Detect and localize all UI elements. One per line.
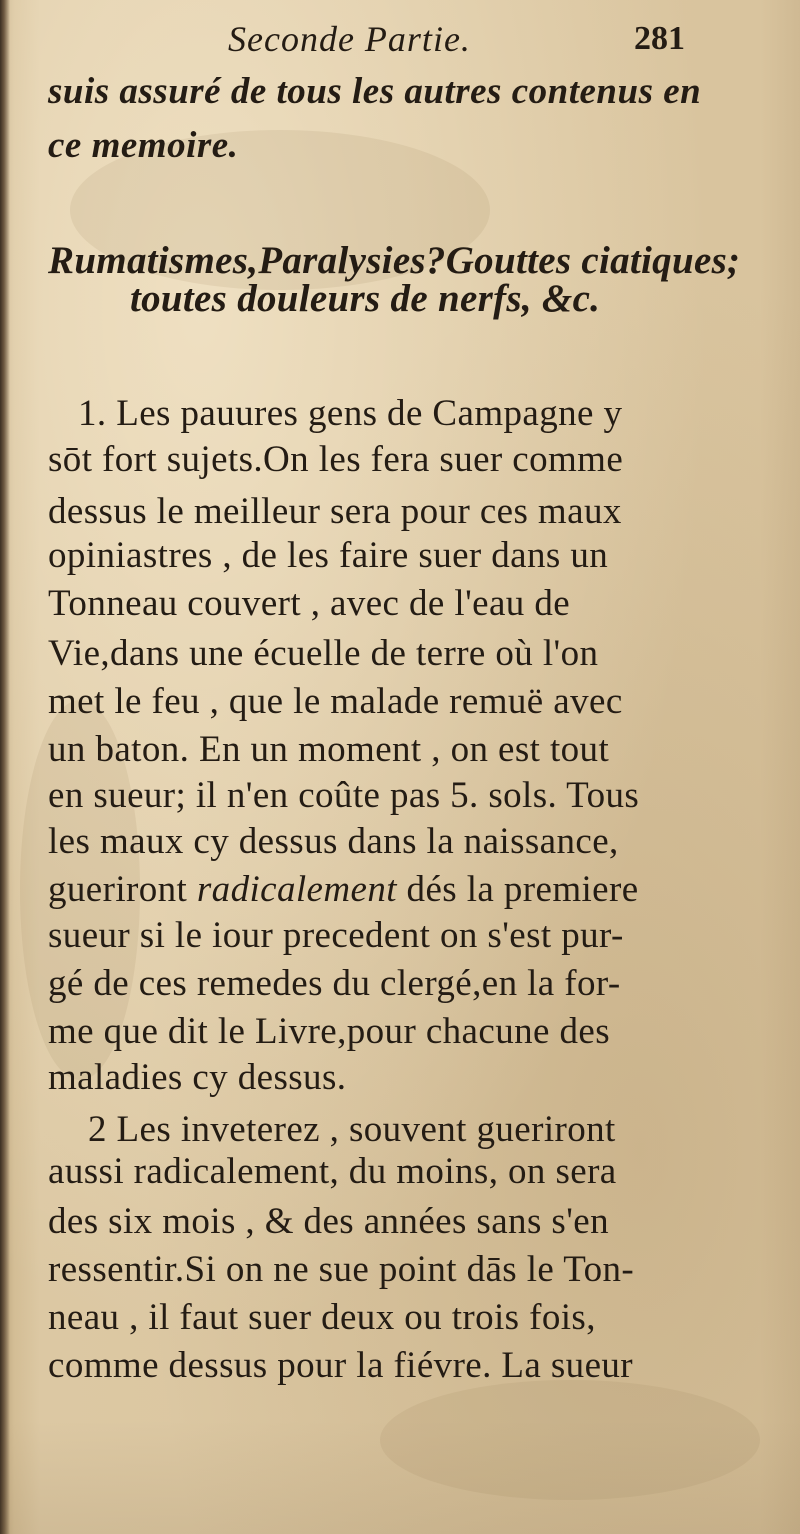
paragraph-line: aussi radicalement, du moins, on sera	[48, 1151, 617, 1192]
paragraph-line: Vie,dans une écuelle de terre où l'on	[48, 633, 599, 674]
paragraph-line: neau , il faut suer deux ou trois fois,	[48, 1297, 596, 1338]
running-title: Seconde Partie.	[228, 19, 471, 59]
continuation-line: suis assuré de tous les autres contenus en	[48, 71, 702, 112]
emphasis-word: radicalement	[196, 869, 397, 910]
paragraph-line: gé de ces remedes du clergé,en la for-	[48, 963, 621, 1004]
section-heading: Rumatismes,Paralysies?Gouttes ciatiques;	[48, 239, 741, 282]
continuation-line: ce memoire.	[48, 125, 239, 166]
line-text: dés la premiere	[396, 869, 639, 910]
paragraph-line: sueur si le iour precedent on s'est pur-	[48, 915, 624, 956]
paragraph-line: des six mois , & des années sans s'en	[48, 1201, 609, 1242]
paragraph-line: comme dessus pour la fiévre. La sueur	[48, 1345, 634, 1386]
paragraph-line: sōt fort sujets.On les fera suer comme	[48, 439, 624, 480]
paragraph-line: me que dit le Livre,pour chacune des	[48, 1011, 610, 1052]
paragraph-line: en sueur; il n'en coûte pas 5. sols. Tous	[48, 775, 640, 816]
paragraph-line: ressentir.Si on ne sue point dās le Ton-	[48, 1249, 635, 1290]
page-number: 281	[634, 20, 685, 57]
line-text: gueriront	[48, 869, 197, 910]
paragraph-line: maladies cy dessus.	[48, 1057, 347, 1098]
paragraph-line: les maux cy dessus dans la naissance,	[48, 821, 619, 862]
page-header	[0, 18, 800, 66]
paragraph-line: dessus le meilleur sera pour ces maux	[48, 491, 622, 532]
paragraph-line: opiniastres , de les faire suer dans un	[48, 535, 609, 576]
book-gutter	[0, 0, 10, 1534]
page-bottom-margin	[0, 1420, 800, 1534]
paragraph-line	[48, 868, 639, 911]
section-heading: toutes douleurs de nerfs, &c.	[130, 277, 601, 320]
paragraph-line: met le feu , que le malade remuë avec	[48, 681, 623, 722]
paragraph-line: Tonneau couvert , avec de l'eau de	[48, 583, 571, 624]
paragraph-line: un baton. En un moment , on est tout	[48, 729, 610, 770]
paragraph-line: 2 Les inveterez , souvent gueriront	[88, 1109, 616, 1150]
paragraph-line: 1. Les pauures gens de Campagne y	[78, 393, 623, 434]
